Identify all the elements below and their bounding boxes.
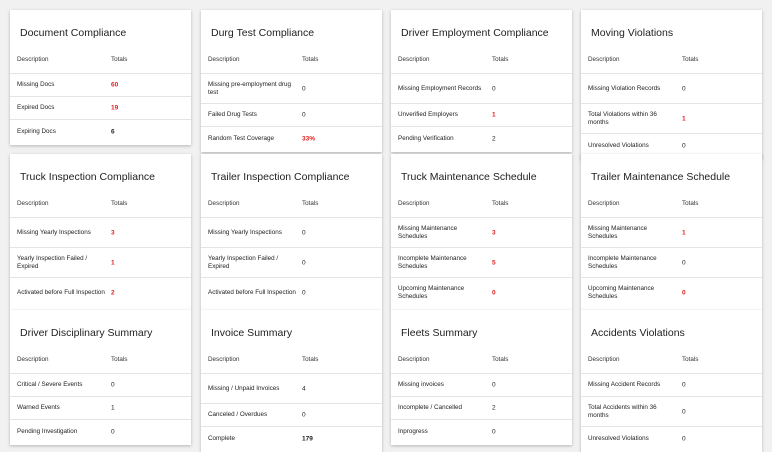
row-description: Inprogress [398, 427, 428, 435]
table-body [391, 218, 572, 308]
row-total: 0 [302, 111, 306, 119]
table-body [10, 218, 191, 308]
column-header-totals: Totals [111, 200, 128, 207]
row-description: Warned Events [17, 403, 60, 411]
table-header [581, 353, 762, 374]
row-description: Canceled / Overdues [208, 410, 268, 418]
card-title: Invoice Summary [211, 327, 293, 339]
table-row [201, 278, 382, 308]
column-header-totals: Totals [492, 200, 509, 207]
table-row [581, 374, 762, 397]
row-total: 5 [492, 259, 496, 266]
column-header-description: Description [398, 200, 430, 207]
table-row [581, 397, 762, 427]
row-total: 2 [492, 404, 496, 412]
row-total: 19 [111, 104, 119, 112]
card-title: Truck Maintenance Schedule [401, 171, 537, 183]
row-description: Incomplete Maintenance Schedules [398, 254, 467, 270]
row-total: 0 [682, 142, 686, 149]
row-total: 0 [302, 259, 306, 266]
table-header [581, 197, 762, 218]
card-truck-inspection-compliance [10, 154, 191, 310]
row-description: Random Test Coverage [208, 134, 275, 142]
row-total: 2 [492, 135, 496, 142]
table-row [201, 248, 382, 278]
table-header [201, 353, 382, 374]
table-header [391, 53, 572, 74]
card-title: Accidents Violations [591, 327, 685, 339]
column-header-description: Description [208, 200, 240, 207]
table-row [391, 374, 572, 397]
card-moving-violations [581, 10, 762, 159]
row-total: 3 [492, 229, 496, 236]
column-header-description: Description [588, 200, 620, 207]
column-header-totals: Totals [111, 56, 128, 63]
row-description: Missing pre-employment drug test [208, 80, 291, 96]
table-row [581, 427, 762, 450]
row-description: Missing Accident Records [588, 380, 661, 388]
row-description: Total Accidents within 36 months [588, 403, 657, 419]
row-total: 0 [302, 229, 306, 236]
column-header-totals: Totals [682, 56, 699, 63]
table-header [391, 353, 572, 374]
column-header-description: Description [17, 56, 49, 63]
card-durg-test-compliance [201, 10, 382, 152]
row-total: 179 [302, 435, 313, 442]
card-title: Fleets Summary [401, 327, 478, 339]
row-total: 4 [302, 385, 306, 392]
row-total: 0 [111, 381, 115, 389]
table-row [391, 278, 572, 308]
row-description: Missing Yearly Inspections [17, 228, 91, 236]
row-total: 0 [302, 289, 306, 297]
card-title: Driver Disciplinary Summary [20, 327, 153, 339]
table-header [10, 197, 191, 218]
row-description: Pending Verification [398, 134, 454, 142]
column-header-totals: Totals [492, 356, 509, 363]
table-row [10, 97, 191, 120]
card-driver-employment-compliance [391, 10, 572, 152]
column-header-totals: Totals [302, 56, 319, 63]
column-header-totals: Totals [682, 356, 699, 363]
table-row [10, 218, 191, 248]
table-row [10, 248, 191, 278]
card-title: Durg Test Compliance [211, 27, 315, 39]
table-row [581, 278, 762, 308]
card-document-compliance [10, 10, 191, 145]
row-description: Missing Docs [17, 80, 55, 88]
table-row [10, 74, 191, 97]
table-row [10, 120, 191, 143]
column-header-totals: Totals [682, 200, 699, 207]
table-header [10, 353, 191, 374]
row-description: Critical / Severe Events [17, 380, 83, 388]
row-description: Upcoming Maintenance Schedules [588, 284, 655, 300]
column-header-description: Description [17, 200, 49, 207]
card-fleets-summary [391, 310, 572, 445]
table-header [201, 53, 382, 74]
row-description: Complete [208, 434, 235, 442]
card-truck-maintenance-schedule [391, 154, 572, 310]
column-header-totals: Totals [302, 356, 319, 363]
column-header-totals: Totals [302, 200, 319, 207]
card-driver-disciplinary-summary [10, 310, 191, 445]
column-header-description: Description [588, 356, 620, 363]
table-row [201, 104, 382, 127]
row-total: 2 [111, 289, 115, 297]
table-body [10, 74, 191, 143]
row-description: Yearly Inspection Failed / Expired [208, 254, 279, 270]
table-header [10, 53, 191, 74]
table-body [201, 74, 382, 150]
table-header [581, 53, 762, 74]
column-header-description: Description [398, 356, 430, 363]
table-body [201, 218, 382, 308]
row-description: Missing / Unpaid Invoices [208, 384, 280, 392]
row-description: Activated before Full Inspection [17, 288, 105, 296]
table-row [391, 104, 572, 127]
column-header-description: Description [398, 56, 430, 63]
table-body [581, 74, 762, 157]
row-total: 3 [111, 229, 115, 236]
row-total: 0 [682, 435, 686, 442]
row-total: 0 [302, 411, 306, 419]
table-row [201, 374, 382, 404]
table-row [391, 397, 572, 420]
row-description: Unresolved Violations [588, 434, 649, 442]
row-total: 0 [682, 289, 686, 297]
row-total: 0 [492, 289, 496, 297]
row-total: 33% [302, 135, 316, 142]
row-total: 0 [492, 428, 496, 435]
row-description: Expiring Docs [17, 127, 56, 135]
table-row [201, 427, 382, 450]
table-row [581, 248, 762, 278]
table-header [201, 197, 382, 218]
table-row [581, 74, 762, 104]
card-title: Moving Violations [591, 27, 674, 39]
row-total: 0 [492, 85, 496, 92]
row-total: 1 [682, 229, 686, 236]
table-row [581, 104, 762, 134]
row-total: 1 [111, 404, 115, 412]
table-row [10, 420, 191, 443]
row-total: 60 [111, 81, 119, 89]
column-header-description: Description [17, 356, 49, 363]
column-header-description: Description [588, 56, 620, 63]
table-row [201, 74, 382, 104]
row-total: 0 [682, 85, 686, 92]
table-row [391, 127, 572, 150]
row-description: Activated before Full Inspection [208, 288, 296, 296]
table-header [391, 197, 572, 218]
card-title: Driver Employment Compliance [401, 27, 549, 39]
row-description: Missing Yearly Inspections [208, 228, 282, 236]
card-title: Document Compliance [20, 27, 127, 39]
row-description: Missing Maintenance Schedules [588, 224, 648, 240]
card-trailer-inspection-compliance [201, 154, 382, 310]
table-row [10, 374, 191, 397]
table-body [581, 374, 762, 450]
table-row [391, 248, 572, 278]
row-total: 0 [492, 381, 496, 389]
table-body [10, 374, 191, 443]
table-row [391, 420, 572, 443]
column-header-description: Description [208, 356, 240, 363]
row-total: 0 [682, 381, 686, 389]
table-row [10, 397, 191, 420]
row-description: Missing Maintenance Schedules [398, 224, 458, 240]
row-total: 0 [302, 85, 306, 92]
row-description: Upcoming Maintenance Schedules [398, 284, 465, 300]
column-header-totals: Totals [492, 56, 509, 63]
row-total: 1 [492, 111, 496, 119]
row-total: 0 [682, 408, 686, 415]
table-row [10, 278, 191, 308]
table-body [391, 74, 572, 150]
card-invoice-summary [201, 310, 382, 452]
row-description: Unresolved Violations [588, 141, 649, 149]
row-total: 1 [111, 259, 115, 266]
row-description: Incomplete / Cancelled [398, 403, 463, 411]
column-header-totals: Totals [111, 356, 128, 363]
row-total: 6 [111, 128, 115, 135]
card-trailer-maintenance-schedule [581, 154, 762, 310]
row-total: 0 [682, 259, 686, 266]
row-description: Pending Investigation [17, 427, 78, 435]
row-total: 1 [682, 115, 686, 122]
table-body [581, 218, 762, 308]
row-description: Expired Docs [17, 103, 55, 111]
table-row [391, 74, 572, 104]
row-description: Missing Violation Records [588, 84, 661, 92]
row-description: Missing Employment Records [398, 84, 482, 92]
row-description: Failed Drug Tests [208, 110, 257, 118]
row-description: Missing invoices [398, 380, 444, 388]
row-total: 0 [111, 428, 115, 435]
table-row [201, 404, 382, 427]
row-description: Incomplete Maintenance Schedules [588, 254, 657, 270]
table-row [581, 218, 762, 248]
row-description: Unverified Employers [398, 110, 458, 118]
table-row [201, 127, 382, 150]
card-accidents-violations [581, 310, 762, 452]
row-description: Total Violations within 36 months [588, 110, 657, 126]
table-row [391, 218, 572, 248]
card-title: Trailer Maintenance Schedule [591, 171, 731, 183]
card-title: Truck Inspection Compliance [20, 171, 156, 183]
card-title: Trailer Inspection Compliance [211, 171, 350, 183]
row-description: Yearly Inspection Failed / Expired [17, 254, 88, 270]
table-row [201, 218, 382, 248]
table-body [391, 374, 572, 443]
column-header-description: Description [208, 56, 240, 63]
table-body [201, 374, 382, 450]
